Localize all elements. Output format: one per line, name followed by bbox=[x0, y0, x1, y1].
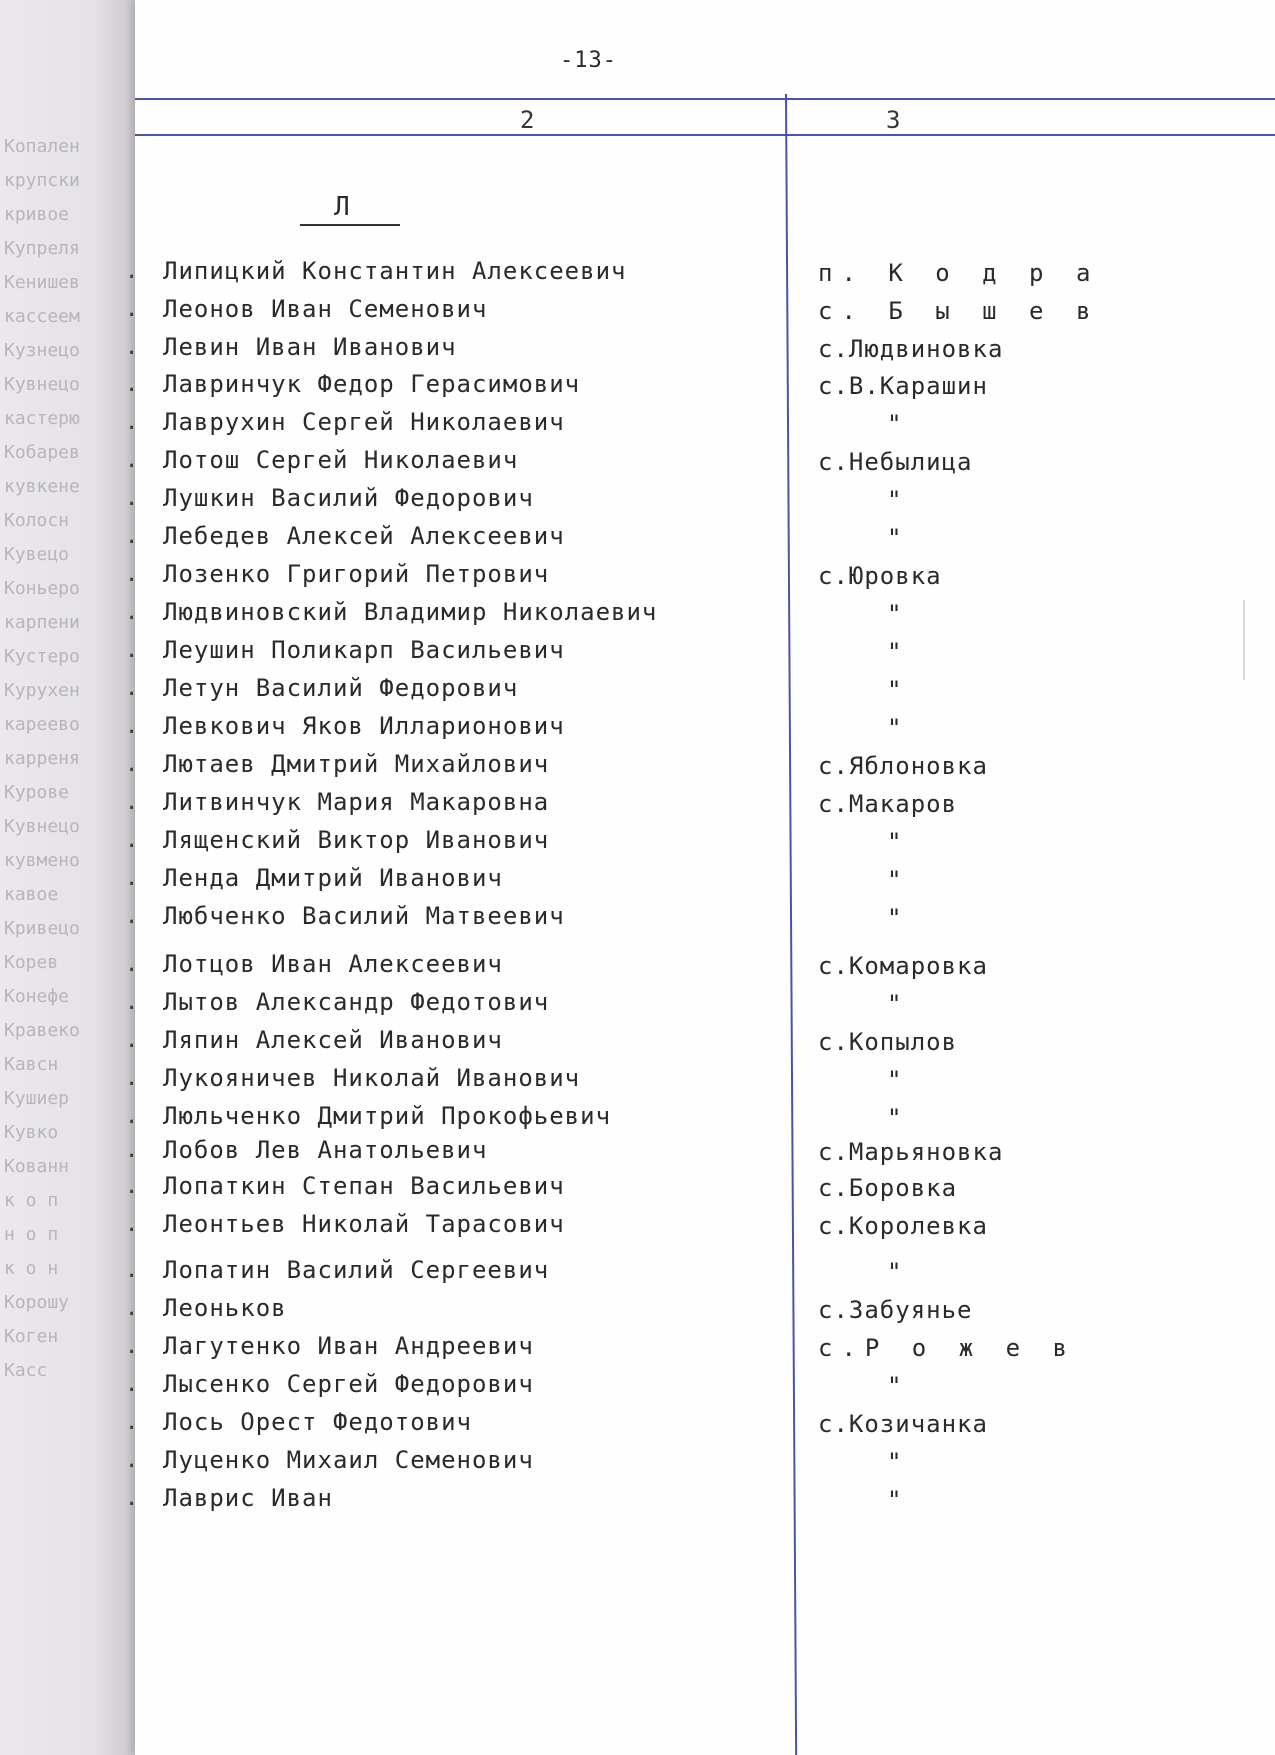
ditto-mark: " bbox=[887, 638, 903, 666]
list-item bbox=[125, 1446, 1225, 1478]
list-item bbox=[125, 408, 1225, 440]
bleed-text-line: Копален bbox=[4, 136, 80, 157]
adjacent-page-bleed-text bbox=[4, 130, 129, 1388]
person-name: Любченко Василий Матвеевич bbox=[163, 902, 565, 930]
entry-number: . bbox=[125, 1296, 139, 1321]
person-name: Лютаев Дмитрий Михайлович bbox=[163, 750, 550, 778]
bleed-text-line: Корошу bbox=[4, 1292, 70, 1313]
entry-number: . bbox=[125, 259, 139, 284]
bleed-text-line: карреня bbox=[4, 748, 80, 769]
person-name: Лысенко Сергей Федорович bbox=[163, 1370, 534, 1398]
person-name: Людвиновский Владимир Николаевич bbox=[163, 598, 658, 626]
ditto-mark: " bbox=[887, 600, 903, 628]
list-item bbox=[125, 1294, 1225, 1326]
place-name: с.Копылов bbox=[818, 1028, 958, 1056]
entry-number: . bbox=[125, 1104, 139, 1129]
bleed-text-line: Кувко bbox=[4, 1122, 59, 1143]
place-name: с.Боровка bbox=[818, 1174, 958, 1202]
place-name: с.Яблоновка bbox=[818, 752, 988, 780]
entry-number: . bbox=[125, 1410, 139, 1435]
bleed-text-line: Коген bbox=[4, 1326, 59, 1347]
person-name: Лытов Александр Федотович bbox=[163, 988, 550, 1016]
list-item bbox=[125, 1484, 1225, 1516]
place-name: с.Комаровка bbox=[818, 952, 988, 980]
ditto-mark: " bbox=[887, 990, 903, 1018]
bleed-text-line: Кузнецо bbox=[4, 340, 80, 361]
person-name: Леонтьев Николай Тарасович bbox=[163, 1210, 565, 1238]
bleed-text-line: Корев bbox=[4, 952, 59, 973]
entry-number: . bbox=[125, 714, 139, 739]
bleed-text-line: кареево bbox=[4, 714, 80, 735]
person-name: Лавринчук Федор Герасимович bbox=[163, 370, 581, 398]
page-number: -13- bbox=[560, 48, 617, 73]
person-name: Лукояничев Николай Иванович bbox=[163, 1064, 581, 1092]
place-name: с.Макаров bbox=[818, 790, 958, 818]
person-name: Литвинчук Мария Макаровна bbox=[163, 788, 550, 816]
ditto-mark: " bbox=[887, 486, 903, 514]
list-item bbox=[125, 1370, 1225, 1402]
person-name: Лаврухин Сергей Николаевич bbox=[163, 408, 565, 436]
bleed-text-line: кассеем bbox=[4, 306, 80, 327]
person-name: Лагутенко Иван Андреевич bbox=[163, 1332, 534, 1360]
entry-number: . bbox=[125, 297, 139, 322]
person-name: Лопаткин Степан Васильевич bbox=[163, 1172, 565, 1200]
bleed-text-line: кувмено bbox=[4, 850, 80, 871]
place-name: с. Б ы ш е в bbox=[818, 297, 1100, 325]
list-item bbox=[125, 1026, 1225, 1058]
column-header-3: 3 bbox=[886, 106, 901, 134]
person-name: Леонов Иван Семенович bbox=[163, 295, 488, 323]
place-name: с.Козичанка bbox=[818, 1410, 988, 1438]
entry-number: . bbox=[125, 752, 139, 777]
place-name: с.Людвиновка bbox=[818, 335, 1004, 363]
list-item bbox=[125, 1102, 1225, 1134]
list-item bbox=[125, 712, 1225, 744]
place-name: с.Забуянье bbox=[818, 1296, 973, 1324]
person-name: Леушин Поликарп Васильевич bbox=[163, 636, 565, 664]
ditto-mark: " bbox=[887, 714, 903, 742]
ditto-mark: " bbox=[887, 1104, 903, 1132]
entry-number: . bbox=[125, 562, 139, 587]
entry-number: . bbox=[125, 1334, 139, 1359]
list-item bbox=[125, 333, 1225, 365]
bleed-text-line: Кустеро bbox=[4, 646, 80, 667]
place-name: с.Королевка bbox=[818, 1212, 988, 1240]
list-item bbox=[125, 902, 1225, 934]
list-item bbox=[125, 560, 1225, 592]
bleed-text-line: Конефе bbox=[4, 986, 70, 1007]
bleed-text-line: Колосн bbox=[4, 510, 70, 531]
list-item bbox=[125, 446, 1225, 478]
bleed-text-line: Кушиер bbox=[4, 1088, 70, 1109]
ditto-mark: " bbox=[887, 866, 903, 894]
entry-number: . bbox=[125, 952, 139, 977]
bleed-text-line: Касс bbox=[4, 1360, 48, 1381]
list-item bbox=[125, 1172, 1225, 1204]
bleed-text-line: Кенишев bbox=[4, 272, 80, 293]
person-name: Левкович Яков Илларионович bbox=[163, 712, 565, 740]
entry-number: . bbox=[125, 486, 139, 511]
list-item bbox=[125, 988, 1225, 1020]
ditto-mark: " bbox=[887, 410, 903, 438]
bleed-text-line: к о н bbox=[4, 1258, 59, 1279]
person-name: Лаврис Иван bbox=[163, 1484, 333, 1512]
entry-number: . bbox=[125, 410, 139, 435]
list-item bbox=[125, 1064, 1225, 1096]
person-name: Ляпин Алексей Иванович bbox=[163, 1026, 503, 1054]
entry-number: . bbox=[125, 335, 139, 360]
person-name: Лось Орест Федотович bbox=[163, 1408, 472, 1436]
entry-number: . bbox=[125, 448, 139, 473]
bleed-text-line: кувкене bbox=[4, 476, 80, 497]
table-top-rule bbox=[135, 98, 1275, 100]
list-item bbox=[125, 484, 1225, 516]
bleed-text-line: н о п bbox=[4, 1224, 59, 1245]
section-letter-underline bbox=[300, 224, 400, 226]
entry-number: . bbox=[125, 524, 139, 549]
person-name: Люльченко Дмитрий Прокофьевич bbox=[163, 1102, 612, 1130]
entry-number: . bbox=[125, 1372, 139, 1397]
bleed-text-line: Купреля bbox=[4, 238, 80, 259]
person-name: Лотош Сергей Николаевич bbox=[163, 446, 519, 474]
section-letter: Л bbox=[334, 192, 350, 222]
ditto-mark: " bbox=[887, 1372, 903, 1400]
list-item bbox=[125, 295, 1225, 327]
bleed-text-line: карпени bbox=[4, 612, 80, 633]
ditto-mark: " bbox=[887, 676, 903, 704]
person-name: Ленда Дмитрий Иванович bbox=[163, 864, 503, 892]
list-item bbox=[125, 1408, 1225, 1440]
paper-crease bbox=[1243, 600, 1245, 680]
list-item bbox=[125, 370, 1225, 402]
entry-number: . bbox=[125, 990, 139, 1015]
person-name: Луценко Михаил Семенович bbox=[163, 1446, 534, 1474]
bleed-text-line: кавое bbox=[4, 884, 59, 905]
place-name: п. К о д р а bbox=[818, 259, 1100, 287]
bleed-text-line: Кувнецо bbox=[4, 374, 80, 395]
person-name: Лушкин Василий Федорович bbox=[163, 484, 534, 512]
list-item bbox=[125, 1332, 1225, 1364]
person-name: Лобов Лев Анатольевич bbox=[163, 1136, 488, 1164]
person-name: Левин Иван Иванович bbox=[163, 333, 457, 361]
bleed-text-line: Кувнецо bbox=[4, 816, 80, 837]
entry-number: . bbox=[125, 866, 139, 891]
entry-number: . bbox=[125, 904, 139, 929]
list-item bbox=[125, 1256, 1225, 1288]
list-item bbox=[125, 864, 1225, 896]
column-header-2: 2 bbox=[520, 106, 535, 134]
list-item bbox=[125, 1136, 1225, 1168]
person-name: Лотцов Иван Алексеевич bbox=[163, 950, 503, 978]
entry-number: . bbox=[125, 1448, 139, 1473]
list-item bbox=[125, 1210, 1225, 1242]
entry-number: . bbox=[125, 1066, 139, 1091]
place-name: с.Юровка bbox=[818, 562, 942, 590]
bleed-text-line: Кованн bbox=[4, 1156, 70, 1177]
entry-number: . bbox=[125, 638, 139, 663]
place-name: с.В.Карашин bbox=[818, 372, 988, 400]
entry-number: . bbox=[125, 372, 139, 397]
bleed-text-line: к о п bbox=[4, 1190, 59, 1211]
bleed-text-line: Кобарев bbox=[4, 442, 80, 463]
ditto-mark: " bbox=[887, 828, 903, 856]
adjacent-page-strip bbox=[0, 0, 135, 1755]
bleed-text-line: Курухен bbox=[4, 680, 80, 701]
place-name: с.Небылица bbox=[818, 448, 973, 476]
person-name: Лозенко Григорий Петрович bbox=[163, 560, 550, 588]
entry-number: . bbox=[125, 1212, 139, 1237]
ditto-mark: " bbox=[887, 904, 903, 932]
bleed-text-line: Кривецо bbox=[4, 918, 80, 939]
entry-number: . bbox=[125, 828, 139, 853]
entry-number: . bbox=[125, 1258, 139, 1283]
ditto-mark: " bbox=[887, 1066, 903, 1094]
list-item bbox=[125, 788, 1225, 820]
entry-number: . bbox=[125, 600, 139, 625]
list-item bbox=[125, 636, 1225, 668]
bleed-text-line: Кавсн bbox=[4, 1054, 59, 1075]
bleed-text-line: Курове bbox=[4, 782, 70, 803]
person-name: Леоньков bbox=[163, 1294, 287, 1322]
bleed-text-line: крупски bbox=[4, 170, 80, 191]
person-name: Летун Василий Федорович bbox=[163, 674, 519, 702]
person-name: Липицкий Константин Алексеевич bbox=[163, 257, 627, 285]
entry-number: . bbox=[125, 1174, 139, 1199]
list-item bbox=[125, 826, 1225, 858]
bleed-text-line: кривое bbox=[4, 204, 70, 225]
ditto-mark: " bbox=[887, 1486, 903, 1514]
entry-number: . bbox=[125, 676, 139, 701]
place-name: с.Р о ж е в bbox=[818, 1334, 1076, 1362]
list-item bbox=[125, 598, 1225, 630]
person-name: Лебедев Алексей Алексеевич bbox=[163, 522, 565, 550]
list-item bbox=[125, 750, 1225, 782]
person-name: Лященский Виктор Иванович bbox=[163, 826, 550, 854]
place-name: с.Марьяновка bbox=[818, 1138, 1004, 1166]
entry-number: . bbox=[125, 1028, 139, 1053]
ditto-mark: " bbox=[887, 1258, 903, 1286]
header-bottom-rule bbox=[135, 134, 1275, 136]
ditto-mark: " bbox=[887, 524, 903, 552]
entry-number: . bbox=[125, 790, 139, 815]
person-name: Лопатин Василий Сергеевич bbox=[163, 1256, 550, 1284]
bleed-text-line: Коньеро bbox=[4, 578, 80, 599]
list-item bbox=[125, 950, 1225, 982]
bleed-text-line: Кувецо bbox=[4, 544, 70, 565]
entry-number: . bbox=[125, 1486, 139, 1511]
list-item bbox=[125, 257, 1225, 289]
list-item bbox=[125, 522, 1225, 554]
entry-number: . bbox=[125, 1138, 139, 1163]
list-item bbox=[125, 674, 1225, 706]
bleed-text-line: Кравеко bbox=[4, 1020, 80, 1041]
bleed-text-line: кастерю bbox=[4, 408, 80, 429]
ditto-mark: " bbox=[887, 1448, 903, 1476]
